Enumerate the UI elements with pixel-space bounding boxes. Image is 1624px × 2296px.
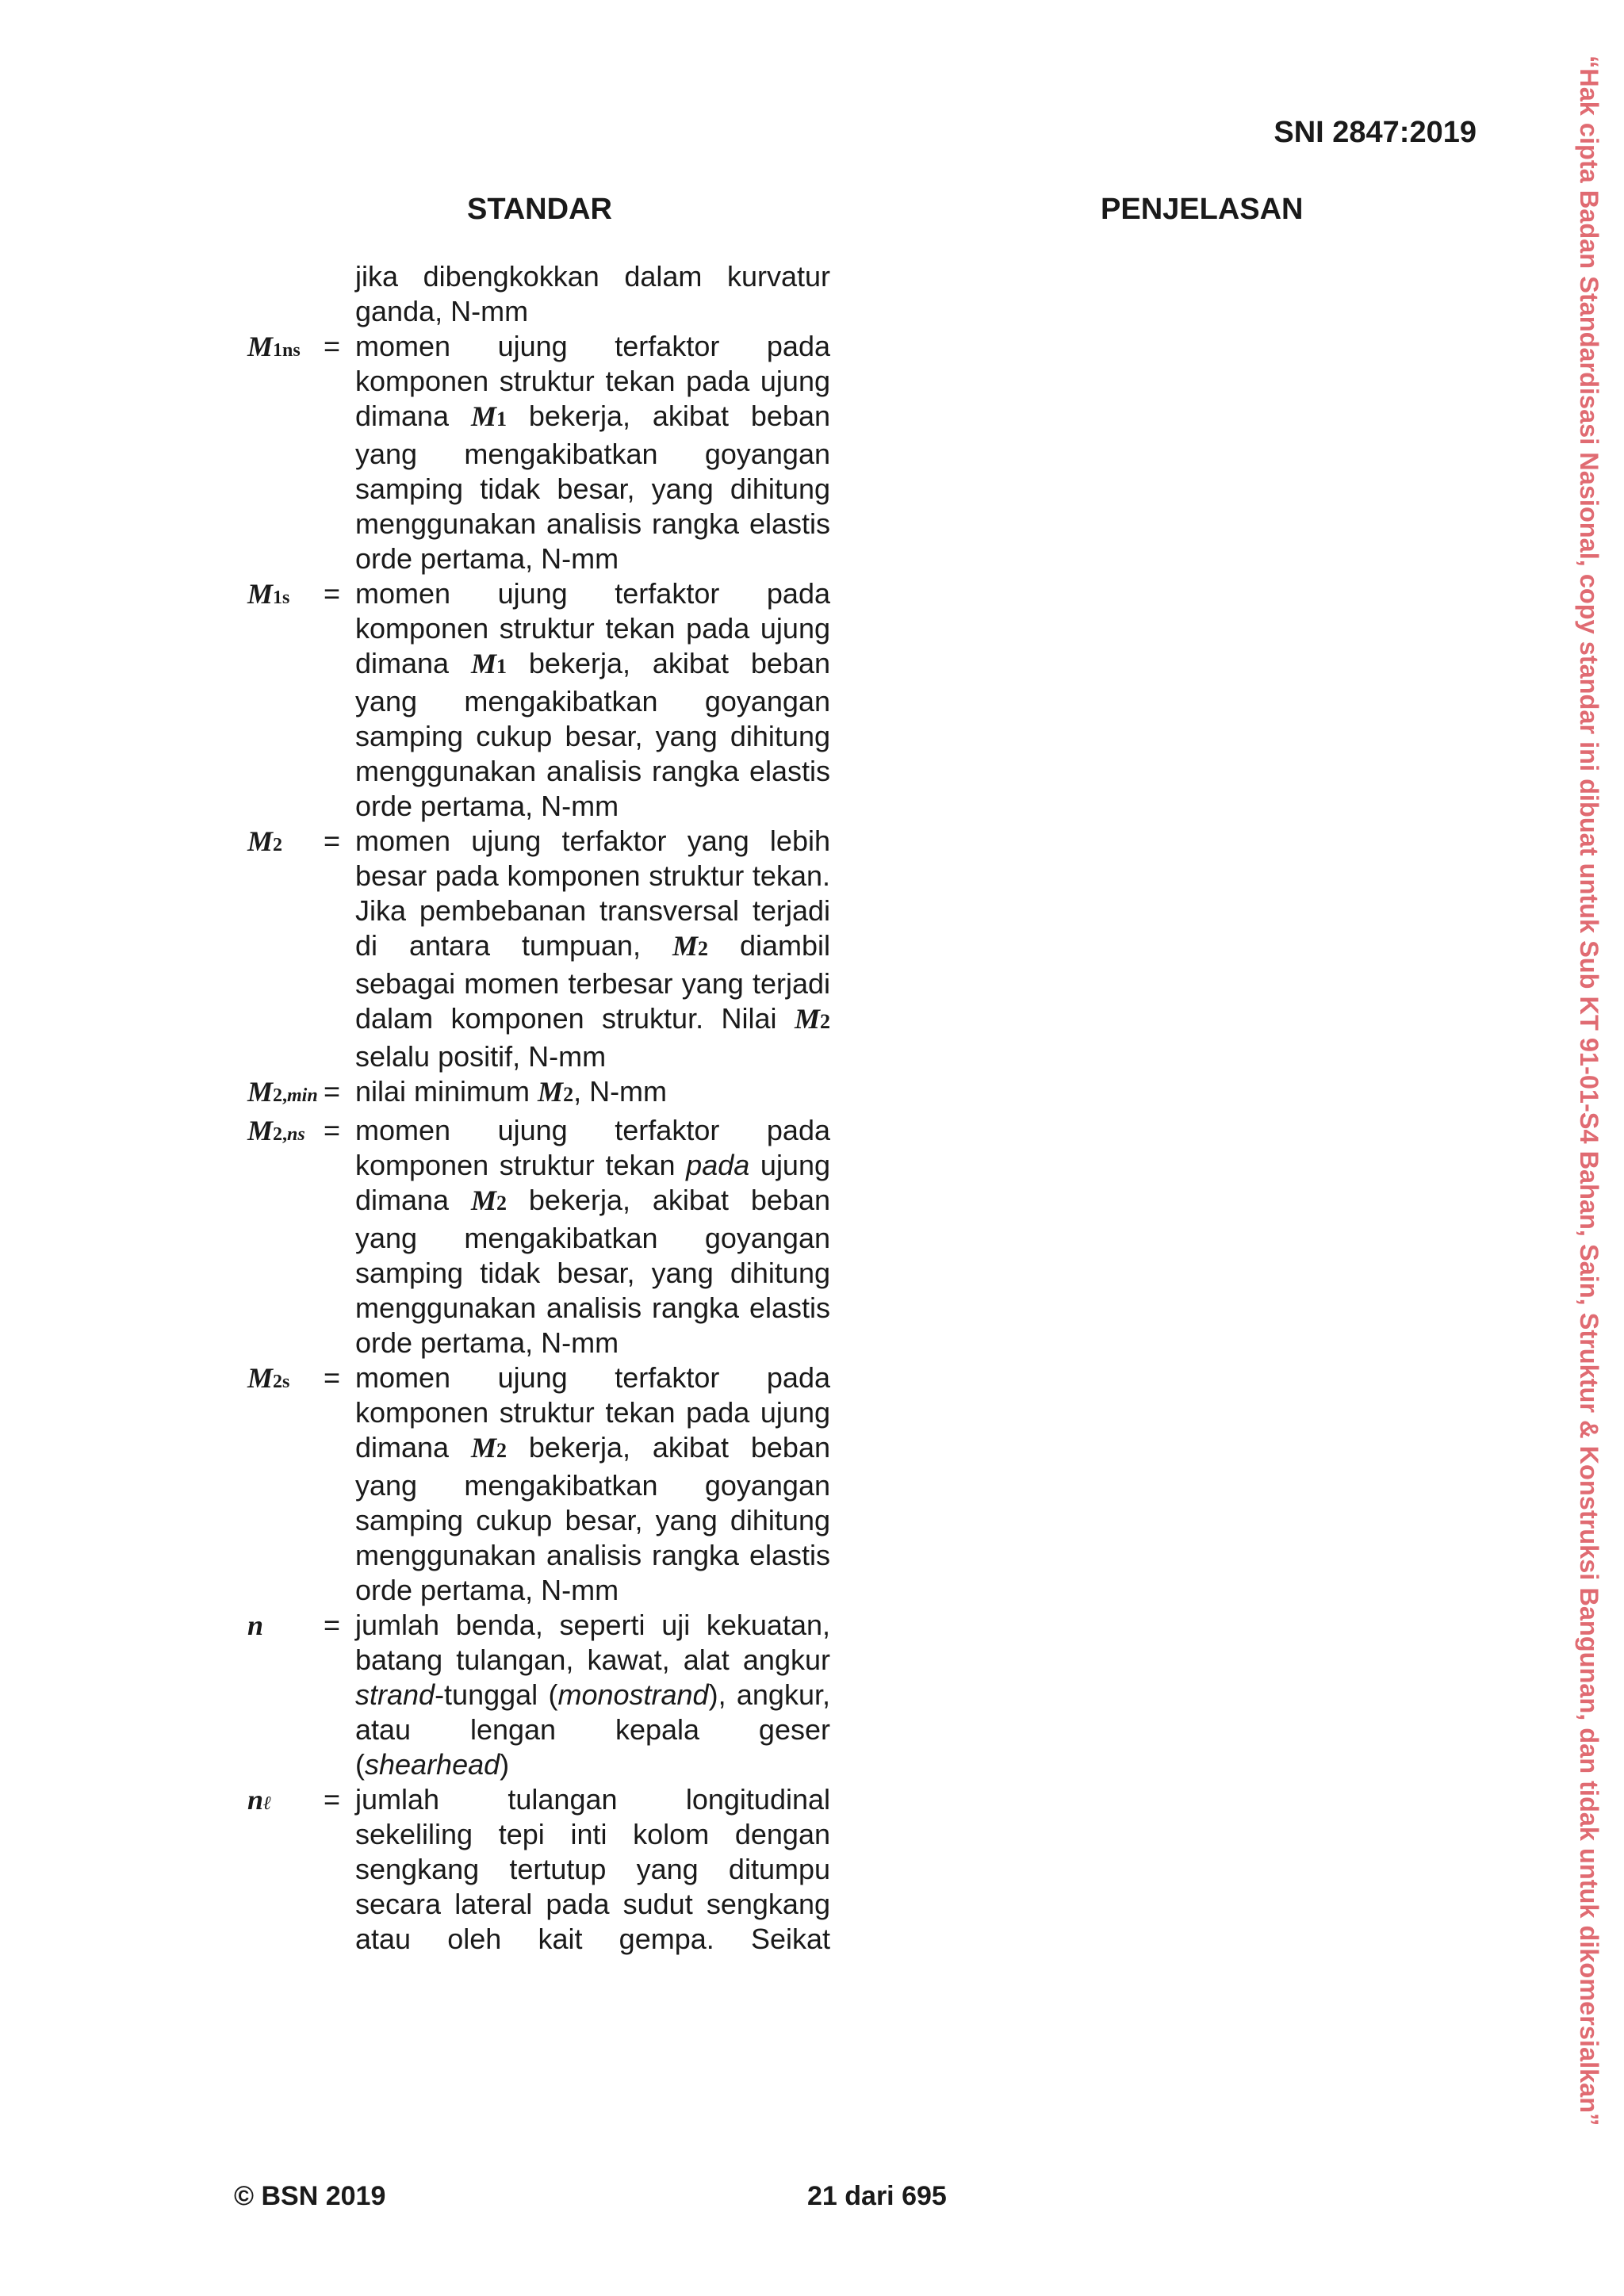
equals-sign: =	[324, 1783, 341, 1816]
definition-text: momen ujung terfaktor pada komponen struktur tekan pada ujung dimana M1 bekerja, akibat beban yang mengakibatkan goyangan samping tidak besar, yang dihitung menggunakan analisis rangka elastis orde pertama, N-mm	[355, 330, 830, 575]
symbol: M2,ns	[247, 1115, 305, 1146]
definition-text: momen ujung terfaktor yang lebih besar pada komponen struktur tekan. Jika pembebanan transversal terjadi di antara tumpuan, M2 diambil sebagai momen terbesar yang terjadi dalam komponen struktur. Nilai M2 selalu positif, N-mm	[355, 825, 830, 1073]
footer-page-number: 21 dari 695	[807, 2181, 947, 2211]
definition-m2	[247, 824, 830, 1074]
equals-sign: =	[324, 1609, 341, 1641]
definition-text: momen ujung terfaktor pada komponen struktur tekan pada ujung dimana M1 bekerja, akibat beban yang mengakibatkan goyangan samping cukup besar, yang dihitung menggunakan analisis rangka elastis orde pertama, N-mm	[355, 577, 830, 822]
definition-n	[247, 1608, 830, 1782]
equals-sign: =	[324, 825, 341, 857]
definition-text: jumlah tulangan longitudinal sekeliling tepi inti kolom dengan sengkang tertutup yang ditumpu secara lateral pada sudut sengkang atau oleh kait gempa. Seikat	[355, 1783, 830, 1955]
definition-m2min	[247, 1074, 830, 1113]
definition-text: momen ujung terfaktor pada komponen struktur tekan pada ujung dimana M2 bekerja, akibat beban yang mengakibatkan goyangan samping tidak besar, yang dihitung menggunakan analisis rangka elastis orde pertama, N-mm	[355, 1114, 830, 1359]
symbol: n	[247, 1609, 264, 1641]
definition-text: jumlah benda, seperti uji kekuatan, batang tulangan, kawat, alat angkur strand-tunggal (monostrand), angkur, atau lengan kepala geser (shearhead)	[355, 1609, 830, 1781]
copyright-watermark: “Hak cipta Badan Standardisasi Nasional, copy standar ini dibuat untuk Sub KT 91-01-S4 Bahan, Sain, Struktur & Konstruksi Bangunan, dan tidak untuk dikomersialkan”	[1575, 55, 1603, 2126]
symbol: M2,min	[247, 1076, 318, 1108]
definition-m1s	[247, 576, 830, 824]
symbol: M1s	[247, 578, 290, 610]
definition-text: nilai minimum M2, N-mm	[355, 1075, 668, 1108]
equals-sign: =	[324, 1075, 341, 1108]
definition-text: momen ujung terfaktor pada komponen struktur tekan pada ujung dimana M2 bekerja, akibat beban yang mengakibatkan goyangan samping cukup besar, yang dihitung menggunakan analisis rangka elastis orde pertama, N-mm	[355, 1361, 830, 1606]
equals-sign: =	[324, 577, 341, 610]
equals-sign: =	[324, 1361, 341, 1394]
definition-m2s	[247, 1360, 830, 1608]
definition-m1ns	[247, 329, 830, 576]
column-heading-penjelasan: PENJELASAN	[1101, 193, 1304, 226]
equals-sign: =	[324, 330, 341, 362]
definition-nl	[247, 1782, 830, 1957]
symbol: M1ns	[247, 331, 301, 362]
symbol: M2s	[247, 1362, 290, 1394]
symbol: nℓ	[247, 1784, 272, 1816]
document-code: SNI 2847:2019	[1274, 116, 1477, 149]
symbol: M2	[247, 825, 283, 857]
definition-m2ns	[247, 1113, 830, 1360]
column-heading-standar: STANDAR	[467, 193, 612, 226]
footer-copyright: © BSN 2019	[234, 2181, 386, 2211]
equals-sign: =	[324, 1114, 341, 1146]
continued-definition-text: jika dibengkokkan dalam kurvatur ganda, N-mm	[355, 260, 830, 327]
definitions-list	[247, 259, 830, 1957]
